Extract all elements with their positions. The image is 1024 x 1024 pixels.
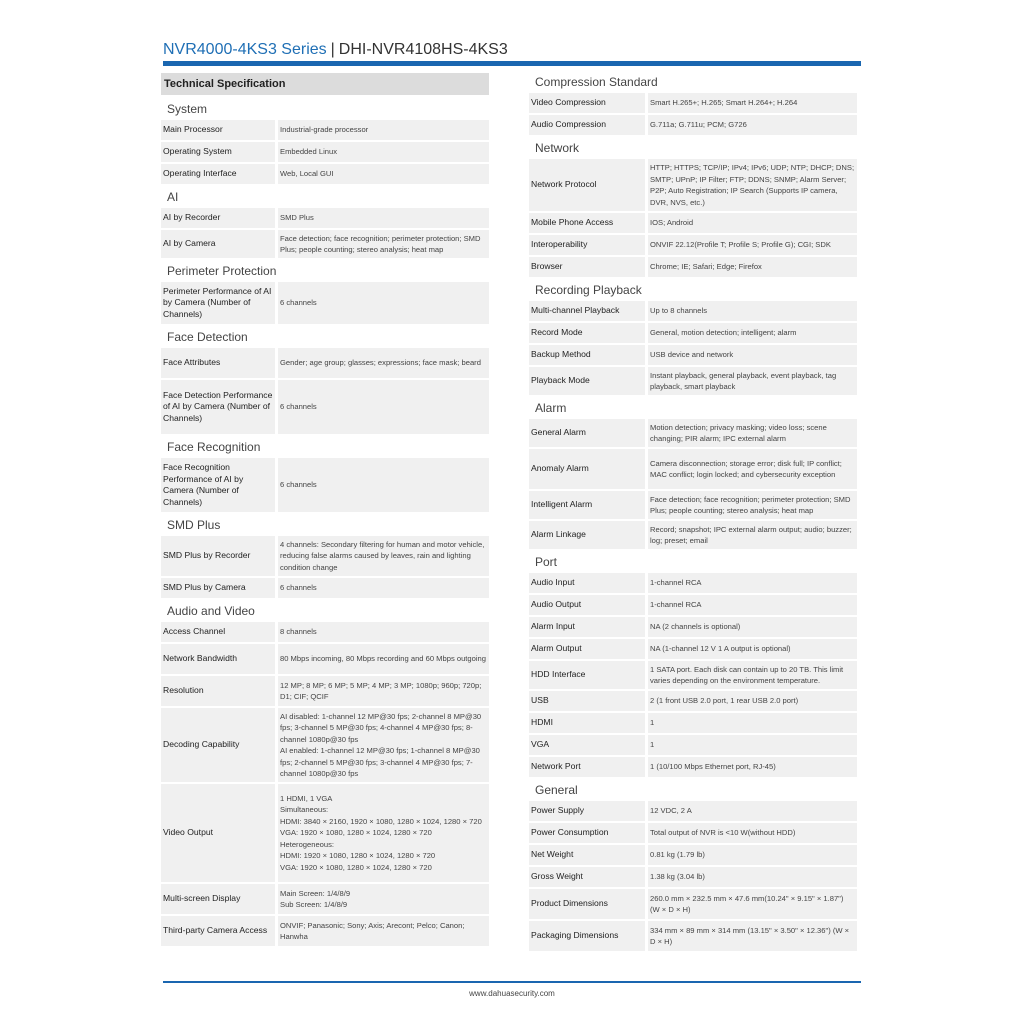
- spec-label: Power Supply: [529, 801, 645, 821]
- spec-row: [529, 735, 857, 755]
- spec-value-cell: [648, 521, 857, 549]
- spec-label: Resolution: [161, 676, 275, 706]
- header-rule: [163, 61, 861, 66]
- spec-value: Gender; age group; glasses; expressions; face mask; beard: [280, 358, 481, 368]
- spec-value-cell: [278, 578, 489, 598]
- spec-value: 80 Mbps incoming, 80 Mbps recording and 60 Mbps outgoing: [280, 654, 486, 664]
- spec-row: [161, 708, 489, 782]
- spec-value: General, motion detection; intelligent; alarm: [650, 328, 797, 338]
- spec-label: Decoding Capability: [161, 708, 275, 782]
- spec-value-cell: [648, 159, 857, 211]
- spec-row: [529, 617, 857, 637]
- spec-row: [161, 164, 489, 184]
- spec-label: Multi-channel Playback: [529, 301, 645, 321]
- spec-label: Alarm Output: [529, 639, 645, 659]
- spec-row: [161, 536, 489, 576]
- spec-row: [161, 884, 489, 914]
- spec-row: [529, 419, 857, 447]
- spec-label: Network Port: [529, 757, 645, 777]
- spec-value-cell: [278, 536, 489, 576]
- spec-value-cell: [278, 644, 489, 674]
- spec-label: Video Compression: [529, 93, 645, 113]
- spec-row: [529, 345, 857, 365]
- spec-label: USB: [529, 691, 645, 711]
- spec-value-cell: [278, 676, 489, 706]
- spec-value: Main Screen: 1/4/8/9 Sub Screen: 1/4/8/9: [280, 888, 351, 909]
- spec-row: [529, 491, 857, 519]
- spec-heading: Technical Specification: [161, 73, 489, 95]
- spec-value: IOS; Android: [650, 218, 694, 228]
- spec-label: Face Attributes: [161, 348, 275, 378]
- document-title: [163, 40, 508, 60]
- spec-label: Power Consumption: [529, 823, 645, 843]
- spec-value: 1 HDMI, 1 VGA Simultaneous: HDMI: 3840 × 2160, 1920 × 1080, 1280 × 1024, 1280 × 720 VGA: 1920 × 1080, 1280 × 1024, 1280 × 720 Heterogeneous: HDMI: 1920 × 1080, 1280 × 1024, 1280 × 720 VGA: 1920 × 1080, 1280 × 1024, 1280 × 720: [280, 793, 482, 872]
- spec-label: Audio Input: [529, 573, 645, 593]
- spec-row: [161, 120, 489, 140]
- spec-label: Audio Compression: [529, 115, 645, 135]
- spec-value-cell: [278, 208, 489, 228]
- spec-value-cell: [648, 867, 857, 887]
- spec-value: Instant playback, general playback, event playback, tag playback, smart playback: [650, 370, 837, 391]
- spec-value: Total output of NVR is <10 W(without HDD): [650, 828, 796, 838]
- spec-label: AI by Camera: [161, 230, 275, 258]
- spec-value: 1.38 kg (3.04 lb): [650, 872, 705, 882]
- spec-label: Multi-screen Display: [161, 884, 275, 914]
- spec-value: Motion detection; privacy masking; video loss; scene changing; PIR alarm; IPC external alarm: [650, 422, 827, 443]
- spec-value: HTTP; HTTPS; TCP/IP; IPv4; IPv6; UDP; NTP; DHCP; DNS; SMTP; UPnP; IP Filter; FTP; DDNS; SNMP; Alarm Server; P2P; Auto Registration; IP Search (Supports IP camera, DVR, NVS, etc.): [650, 163, 855, 207]
- spec-label: Alarm Input: [529, 617, 645, 637]
- spec-label: SMD Plus by Camera: [161, 578, 275, 598]
- spec-row: [529, 213, 857, 233]
- spec-row: [529, 573, 857, 593]
- spec-label: Face Recognition Performance of AI by Camera (Number of Channels): [161, 458, 275, 512]
- spec-value-cell: [648, 617, 857, 637]
- spec-row: [161, 458, 489, 512]
- spec-label: Playback Mode: [529, 367, 645, 395]
- spec-row: [161, 142, 489, 162]
- spec-value: 4 channels: Secondary filtering for human and motor vehicle, reducing false alarms caused by leaves, rain and lighting condition change: [280, 539, 485, 572]
- section-title: AI: [167, 190, 179, 204]
- spec-value-cell: [278, 708, 489, 782]
- spec-row: [161, 282, 489, 324]
- left-sections: [161, 98, 489, 946]
- spec-value: Record; snapshot; IPC external alarm output; audio; buzzer; log; preset; email: [650, 524, 852, 545]
- spec-row: [529, 801, 857, 821]
- spec-row: [529, 235, 857, 255]
- spec-value-cell: [648, 323, 857, 343]
- spec-value-cell: [278, 784, 489, 882]
- spec-value-cell: [648, 367, 857, 395]
- spec-value: Face detection; face recognition; perimeter protection; SMD Plus; people counting; stereo analysis; heat map: [280, 233, 481, 254]
- spec-row: [161, 916, 489, 946]
- spec-value-cell: [648, 735, 857, 755]
- section-title: Network: [535, 141, 580, 155]
- spec-value-cell: [648, 661, 857, 689]
- title-separator: |: [330, 41, 335, 58]
- spec-label: HDMI: [529, 713, 645, 733]
- spec-value: Camera disconnection; storage error; disk full; IP conflict; MAC conflict; login locked; and cybersecurity exception: [650, 458, 842, 479]
- section-title: Alarm: [535, 401, 567, 415]
- right-spec-column: [529, 71, 857, 953]
- spec-value: Up to 8 channels: [650, 306, 707, 316]
- spec-value: 0.81 kg (1.79 lb): [650, 850, 705, 860]
- spec-value-cell: [648, 845, 857, 865]
- spec-label: General Alarm: [529, 419, 645, 447]
- spec-value-cell: [648, 713, 857, 733]
- spec-value-cell: [278, 884, 489, 914]
- section-title: SMD Plus: [167, 518, 221, 532]
- spec-value-cell: [278, 282, 489, 324]
- spec-label: Anomaly Alarm: [529, 449, 645, 489]
- section-title: Perimeter Protection: [167, 264, 277, 278]
- spec-value: Chrome; IE; Safari; Edge; Firefox: [650, 262, 762, 272]
- spec-value-cell: [278, 458, 489, 512]
- spec-row: [529, 661, 857, 689]
- spec-value: 6 channels: [280, 298, 317, 308]
- spec-value: 6 channels: [280, 402, 317, 412]
- spec-value: 1: [650, 740, 655, 750]
- section-title: Audio and Video: [167, 604, 255, 618]
- spec-row: [529, 889, 857, 919]
- spec-row: [161, 578, 489, 598]
- section-title: General: [535, 783, 578, 797]
- spec-value-cell: [648, 573, 857, 593]
- spec-label: Browser: [529, 257, 645, 277]
- spec-value-cell: [648, 93, 857, 113]
- spec-row: [529, 521, 857, 549]
- spec-value-cell: [278, 120, 489, 140]
- spec-label: Main Processor: [161, 120, 275, 140]
- spec-value: 6 channels: [280, 480, 317, 490]
- spec-value: 1: [650, 718, 655, 728]
- spec-row: [529, 639, 857, 659]
- spec-value-cell: [648, 757, 857, 777]
- series-name: NVR4000-4KS3 Series: [163, 41, 327, 58]
- spec-value: Smart H.265+; H.265; Smart H.264+; H.264: [650, 98, 798, 108]
- spec-value: SMD Plus: [280, 213, 314, 223]
- spec-label: Perimeter Performance of AI by Camera (Number of Channels): [161, 282, 275, 324]
- spec-value: G.711a; G.711u; PCM; G726: [650, 120, 747, 130]
- spec-value-cell: [648, 639, 857, 659]
- spec-row: [529, 867, 857, 887]
- right-sections: [529, 71, 857, 951]
- spec-value-cell: [648, 921, 857, 951]
- spec-label: Backup Method: [529, 345, 645, 365]
- spec-value-cell: [648, 889, 857, 919]
- spec-label: Net Weight: [529, 845, 645, 865]
- section-title: Port: [535, 555, 558, 569]
- spec-value: 8 channels: [280, 627, 317, 637]
- spec-label: Audio Output: [529, 595, 645, 615]
- spec-row: [529, 257, 857, 277]
- spec-label: Network Bandwidth: [161, 644, 275, 674]
- spec-label: VGA: [529, 735, 645, 755]
- section-title: Face Detection: [167, 330, 248, 344]
- spec-value: AI disabled: 1-channel 12 MP@30 fps; 2-channel 8 MP@30 fps; 3-channel 5 MP@30 fps; 4-channel 4 MP@30 fps; 8-channel 1080p@30 fps AI enabled: 1-channel 12 MP@30 fps; 1-channel 8 MP@30 fps; 2-channel 5 MP@30 fps; 3-channel 4 MP@30 fps; 7-channel 1080p@30 fps: [280, 711, 482, 778]
- spec-value-cell: [278, 916, 489, 946]
- spec-value: Web, Local GUI: [280, 169, 334, 179]
- spec-label: Video Output: [161, 784, 275, 882]
- spec-row: [529, 595, 857, 615]
- spec-row: [529, 323, 857, 343]
- section-title: Face Recognition: [167, 440, 261, 454]
- spec-value-cell: [648, 595, 857, 615]
- spec-value-cell: [648, 691, 857, 711]
- spec-label: SMD Plus by Recorder: [161, 536, 275, 576]
- spec-value: 12 MP; 8 MP; 6 MP; 5 MP; 4 MP; 3 MP; 1080p; 960p; 720p; D1; CIF; QCIF: [280, 680, 482, 701]
- spec-value-cell: [648, 449, 857, 489]
- footer-rule: [163, 981, 861, 983]
- spec-value-cell: [278, 380, 489, 434]
- spec-label: Access Channel: [161, 622, 275, 642]
- spec-value-cell: [648, 213, 857, 233]
- spec-row: [529, 301, 857, 321]
- spec-value-cell: [278, 164, 489, 184]
- spec-row: [161, 348, 489, 378]
- spec-row: [161, 208, 489, 228]
- spec-label: Third-party Camera Access: [161, 916, 275, 946]
- spec-label: Packaging Dimensions: [529, 921, 645, 951]
- spec-value: 6 channels: [280, 583, 317, 593]
- spec-value: NA (2 channels is optional): [650, 622, 741, 632]
- spec-row: [529, 921, 857, 951]
- spec-label: Interoperability: [529, 235, 645, 255]
- footer-url: www.dahuasecurity.com: [469, 989, 555, 998]
- spec-value: 1-channel RCA: [650, 600, 702, 610]
- spec-label: Operating Interface: [161, 164, 275, 184]
- spec-row: [161, 380, 489, 434]
- spec-value: ONVIF 22.12(Profile T; Profile S; Profile G); CGI; SDK: [650, 240, 831, 250]
- spec-row: [161, 230, 489, 258]
- spec-value-cell: [648, 491, 857, 519]
- spec-value-cell: [648, 823, 857, 843]
- spec-label: Product Dimensions: [529, 889, 645, 919]
- spec-value-cell: [648, 419, 857, 447]
- spec-row: [529, 93, 857, 113]
- left-spec-column: [161, 73, 489, 948]
- spec-value: Industrial-grade processor: [280, 125, 369, 135]
- spec-value: ONVIF; Panasonic; Sony; Axis; Arecont; Pelco; Canon; Hanwha: [280, 920, 465, 941]
- spec-value-cell: [648, 257, 857, 277]
- section-title: Recording Playback: [535, 283, 642, 297]
- spec-value: NA (1-channel 12 V 1 A output is optional): [650, 644, 791, 654]
- spec-value-cell: [648, 801, 857, 821]
- spec-value-cell: [648, 345, 857, 365]
- spec-value: 1 (10/100 Mbps Ethernet port, RJ-45): [650, 762, 776, 772]
- spec-label: Operating System: [161, 142, 275, 162]
- spec-value-cell: [278, 142, 489, 162]
- spec-row: [529, 757, 857, 777]
- spec-label: AI by Recorder: [161, 208, 275, 228]
- spec-label: Alarm Linkage: [529, 521, 645, 549]
- spec-value-cell: [648, 301, 857, 321]
- spec-row: [529, 823, 857, 843]
- spec-label: Record Mode: [529, 323, 645, 343]
- spec-row: [529, 449, 857, 489]
- spec-label: Gross Weight: [529, 867, 645, 887]
- section-title: Compression Standard: [535, 75, 658, 89]
- spec-row: [161, 784, 489, 882]
- spec-row: [529, 367, 857, 395]
- spec-value-cell: [278, 622, 489, 642]
- spec-value: 12 VDC, 2 A: [650, 806, 692, 816]
- spec-row: [161, 644, 489, 674]
- spec-row: [529, 691, 857, 711]
- spec-value: USB device and network: [650, 350, 734, 360]
- spec-row: [529, 713, 857, 733]
- spec-value-cell: [648, 235, 857, 255]
- spec-label: Face Detection Performance of AI by Camera (Number of Channels): [161, 380, 275, 434]
- spec-row: [161, 676, 489, 706]
- model-name: DHI-NVR4108HS-4KS3: [338, 41, 508, 58]
- spec-value: Embedded Linux: [280, 147, 337, 157]
- spec-value: 260.0 mm × 232.5 mm × 47.6 mm(10.24" × 9.15" × 1.87") (W × D × H): [650, 893, 844, 914]
- spec-value: 1-channel RCA: [650, 578, 702, 588]
- spec-value-cell: [648, 115, 857, 135]
- spec-row: [529, 115, 857, 135]
- spec-row: [161, 622, 489, 642]
- spec-value-cell: [278, 348, 489, 378]
- spec-value: 2 (1 front USB 2.0 port, 1 rear USB 2.0 port): [650, 696, 799, 706]
- section-title: System: [167, 102, 208, 116]
- spec-value: Face detection; face recognition; perimeter protection; SMD Plus; people counting; stereo analysis; heat map: [650, 494, 851, 515]
- spec-row: [529, 159, 857, 211]
- spec-value: 334 mm × 89 mm × 314 mm (13.15" × 3.50" × 12.36") (W × D × H): [650, 925, 850, 946]
- spec-value-cell: [278, 230, 489, 258]
- spec-value: 1 SATA port. Each disk can contain up to 20 TB. This limit varies depending on the environment temperature.: [650, 664, 844, 685]
- spec-row: [529, 845, 857, 865]
- spec-label: Intelligent Alarm: [529, 491, 645, 519]
- spec-label: Network Protocol: [529, 159, 645, 211]
- spec-label: HDD Interface: [529, 661, 645, 689]
- spec-label: Mobile Phone Access: [529, 213, 645, 233]
